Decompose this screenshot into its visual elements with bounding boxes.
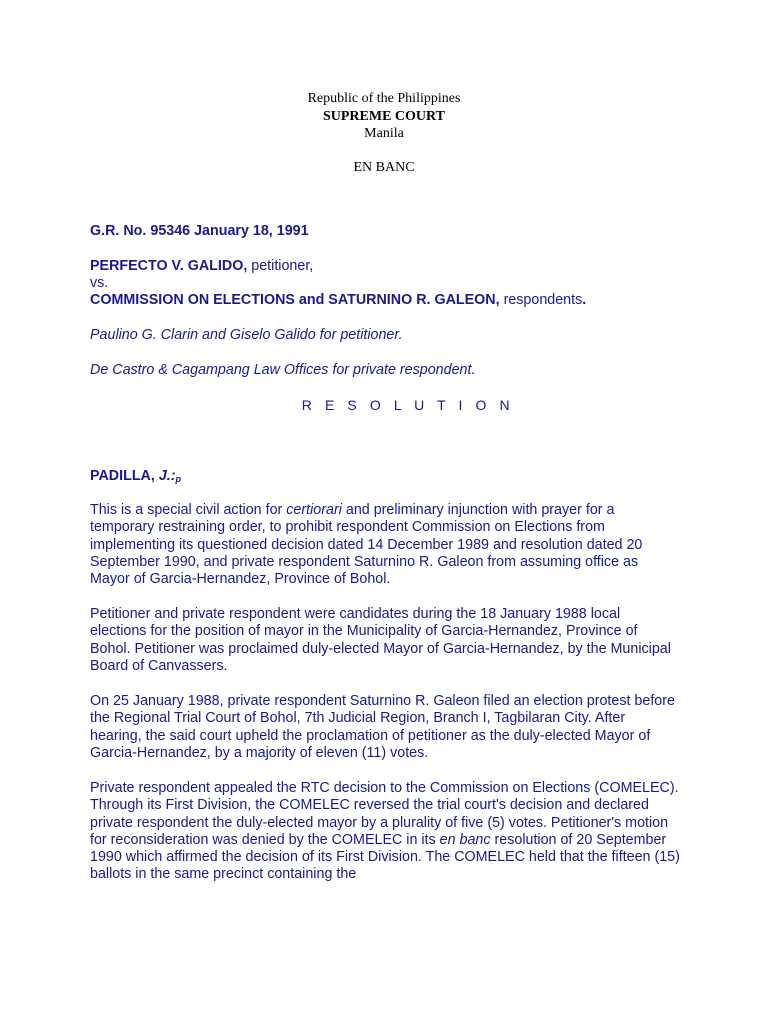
petitioner-line (90, 258, 680, 275)
paragraph-1-certiorari: certiorari (286, 502, 342, 518)
versus-line: vs. (90, 275, 109, 291)
paragraph-4-c: resolution of 20 September 1990 which affirmed the decision of its First Division. The COMELEC held that the fifteen (15) ballots in the same precinct containing the (90, 831, 680, 883)
ponente-name: PADILLA, (90, 468, 159, 484)
counsel-respondent: De Castro & Cagampang Law Offices for private respondent. (90, 362, 476, 378)
paragraph-1-a: This is a special civil action for (90, 502, 287, 518)
city-line: Manila (364, 126, 404, 141)
resolution-heading: R E S O L U T I O N (301, 397, 515, 413)
paragraph-4-a: Private respondent appealed the RTC decision to the Commission on Elections (COMELEC). Through its First Division, the COMELEC reversed the trial court's decision and declared private respondent the duly-elected mayor by a plurality of five (5) votes. Petitioner's motion for reconsideration was denied by the COMELEC in its (90, 780, 679, 848)
ponente-line (90, 468, 680, 488)
paragraph-2: Petitioner and private respondent were candidates during the 18 January 1988 local elections for the position of mayor in the Municipality of Garcia-Hernandez, Province of Bohol. Petitioner was proclaimed duly-elected Mayor of Garcia-Hernandez, by the Municipal Board of Canvassers. (90, 606, 671, 674)
petitioner-name: PERFECTO V. GALIDO, (90, 258, 248, 274)
ponente-title: J.: (158, 468, 176, 484)
paragraph-1-c: and preliminary injunction with prayer for a temporary restraining order, to prohibit respondent Commission on Elections from implementing its questioned decision dated 14 December 1989 and resolution dated 20 September 1990, and private respondent Saturnino R. Galeon from assuming office as Mayor of Garcia-Hernandez, Province of Bohol. (90, 502, 643, 588)
republic-line: Republic of the Philippines (307, 91, 461, 106)
case-number-date: G.R. No. 95346 January 18, 1991 (90, 223, 309, 239)
paragraph-4 (90, 780, 680, 884)
petitioner-role: petitioner, (247, 258, 314, 274)
respondents-role: respondents (499, 292, 583, 308)
respondents-names: COMMISSION ON ELECTIONS and SATURNINO R. GALEON, (90, 292, 500, 308)
paragraph-3: On 25 January 1988, private respondent Saturnino R. Galeon filed an election protest before the Regional Trial Court of Bohol, 7th Judicial Region, Branch I, Tagbilaran City. After hearing, the said court upheld the proclamation of petitioner as the duly-elected Mayor of Garcia-Hernandez, by a majority of eleven (11) votes. (90, 693, 675, 761)
respondents-period: . (582, 292, 587, 308)
ponente-mark: p (175, 474, 182, 484)
respondents-line (90, 292, 680, 309)
division-line: EN BANC (353, 160, 415, 175)
paragraph-4-en-banc: en banc (439, 831, 491, 848)
counsel-petitioner: Paulino G. Clarin and Giselo Galido for petitioner. (90, 327, 403, 343)
paragraph-1 (90, 502, 680, 588)
court-name: SUPREME COURT (322, 109, 445, 124)
